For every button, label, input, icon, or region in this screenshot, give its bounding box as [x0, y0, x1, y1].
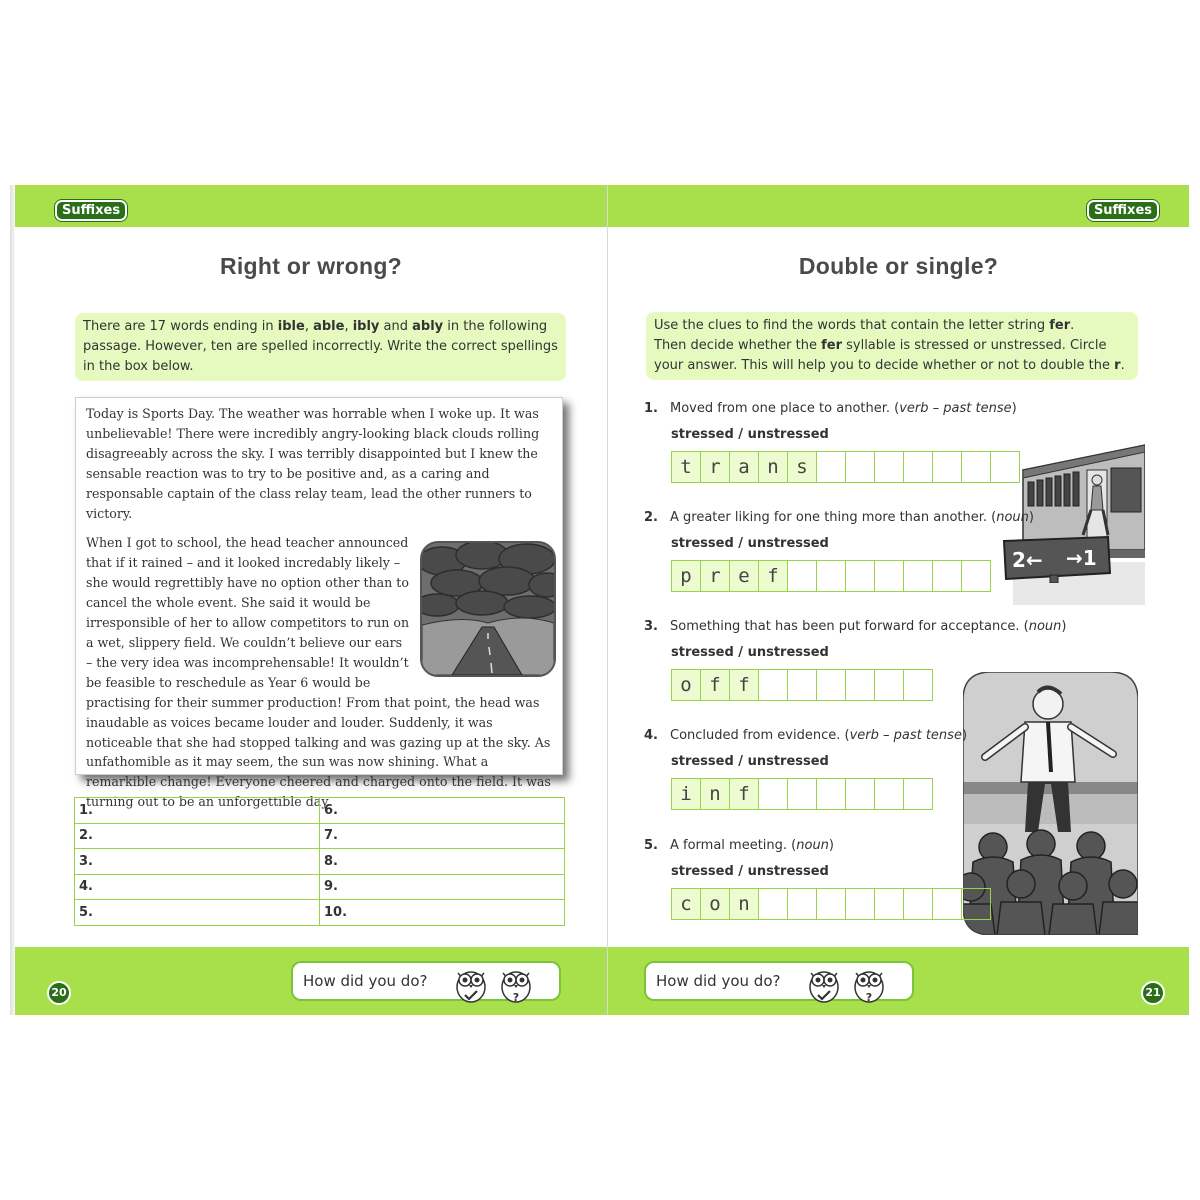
- letter-box[interactable]: [759, 889, 788, 919]
- sign-label-left: 2←: [1012, 548, 1043, 572]
- answer-table: [74, 797, 565, 926]
- letter-box[interactable]: [759, 779, 788, 809]
- page-number: 21: [1141, 981, 1165, 1005]
- letter-box: p: [672, 561, 701, 591]
- letter-box[interactable]: [817, 452, 846, 482]
- sign-label-right: →1: [1066, 546, 1097, 570]
- clue-close: ): [1011, 401, 1017, 416]
- question-clue: [644, 401, 1017, 416]
- clue-close: ): [1061, 619, 1067, 634]
- letter-box[interactable]: [817, 670, 846, 700]
- question-clue: [644, 619, 1066, 634]
- letter-box[interactable]: [846, 452, 875, 482]
- letter-box[interactable]: [962, 561, 991, 591]
- page-title: Double or single?: [798, 253, 999, 279]
- letter-box[interactable]: [904, 670, 933, 700]
- owl-tick-icon[interactable]: [806, 965, 842, 1003]
- letter-box[interactable]: [875, 561, 904, 591]
- letter-box: n: [701, 779, 730, 809]
- question-clue: [644, 838, 834, 853]
- suffix-able: able: [313, 319, 345, 334]
- letter-box[interactable]: [904, 779, 933, 809]
- table-row: [75, 900, 565, 926]
- answer-cell[interactable]: 6.: [320, 798, 565, 824]
- letter-box[interactable]: [759, 670, 788, 700]
- how-did-you-do-box: [291, 961, 561, 1001]
- letter-box[interactable]: [904, 889, 933, 919]
- owl-tick-icon[interactable]: [453, 965, 489, 1003]
- answer-cell[interactable]: 10.: [320, 900, 565, 926]
- instruction-text: There are 17 words ending in: [83, 319, 278, 334]
- storm-clouds-illustration: [420, 541, 556, 677]
- letter-box[interactable]: [788, 889, 817, 919]
- letter-box: f: [701, 670, 730, 700]
- instruction-text: in the following passage. However, ten are spelled incorrectly. Write the correct spellings in the box below.: [83, 319, 558, 374]
- letter-r: r: [1114, 358, 1121, 373]
- stressed-unstressed-choice[interactable]: stressed / unstressed: [671, 754, 829, 769]
- instruction-text: .: [1070, 318, 1075, 333]
- letter-boxes: [671, 669, 933, 701]
- letter-box[interactable]: [933, 452, 962, 482]
- letter-box[interactable]: [875, 889, 904, 919]
- left-page: [15, 185, 607, 1015]
- letter-box: n: [730, 889, 759, 919]
- letter-box: s: [788, 452, 817, 482]
- letter-box[interactable]: [817, 561, 846, 591]
- letter-box: r: [701, 561, 730, 591]
- letter-box[interactable]: [933, 889, 962, 919]
- table-row: [75, 849, 565, 875]
- letter-box[interactable]: [875, 670, 904, 700]
- clue-text: A formal meeting. (: [670, 838, 797, 853]
- direction-sign: [1000, 535, 1112, 583]
- clue-hint: noun: [796, 838, 829, 853]
- question-clue: [644, 510, 1034, 525]
- stressed-unstressed-choice[interactable]: stressed / unstressed: [671, 427, 829, 442]
- answer-cell[interactable]: 4.: [75, 874, 320, 900]
- suffix-ible: ible: [277, 319, 305, 334]
- answer-cell[interactable]: 2.: [75, 823, 320, 849]
- letter-box: i: [672, 779, 701, 809]
- letter-boxes: [671, 560, 991, 592]
- stressed-unstressed-choice[interactable]: stressed / unstressed: [671, 536, 829, 551]
- how-did-you-do-label: How did you do?: [656, 972, 781, 990]
- letter-box[interactable]: [788, 561, 817, 591]
- question-clue: [644, 728, 967, 743]
- section-tag: Suffixes: [1087, 200, 1159, 221]
- letter-box[interactable]: [846, 670, 875, 700]
- letter-box: o: [672, 670, 701, 700]
- clue-close: ): [1028, 510, 1034, 525]
- instruction-text: ,: [304, 319, 314, 334]
- letter-box[interactable]: [962, 889, 991, 919]
- suffix-ibly: ibly: [352, 319, 380, 334]
- letter-box[interactable]: [962, 452, 991, 482]
- table-row: [75, 823, 565, 849]
- svg-text:?: ?: [512, 991, 520, 1003]
- owl-question-icon[interactable]: [498, 965, 534, 1003]
- letter-box: r: [701, 452, 730, 482]
- instruction-text: and: [379, 319, 413, 334]
- letter-box[interactable]: [846, 561, 875, 591]
- clue-text: Moved from one place to another. (: [670, 401, 900, 416]
- how-did-you-do-box: [644, 961, 914, 1001]
- clue-hint: noun: [1028, 619, 1062, 634]
- answer-cell[interactable]: 1.: [75, 798, 320, 824]
- owl-question-icon[interactable]: [851, 965, 887, 1003]
- letter-box[interactable]: [933, 561, 962, 591]
- question-number: 3.: [644, 619, 658, 634]
- question-number: 1.: [644, 401, 658, 416]
- letter-box[interactable]: [788, 779, 817, 809]
- letter-boxes: [671, 888, 991, 920]
- page-title: Right or wrong?: [219, 253, 403, 279]
- letter-boxes: [671, 778, 933, 810]
- clue-close: ): [961, 728, 968, 743]
- letter-box: f: [759, 561, 788, 591]
- stressed-unstressed-choice[interactable]: stressed / unstressed: [671, 864, 829, 879]
- letter-box[interactable]: [875, 452, 904, 482]
- table-row: [75, 798, 565, 824]
- clue-hint: noun: [996, 510, 1029, 525]
- clue-close: ): [828, 838, 834, 853]
- table-row: [75, 874, 565, 900]
- svg-text:?: ?: [865, 991, 873, 1003]
- clue-text: A greater liking for one thing more than another. (: [670, 510, 997, 525]
- letter-box[interactable]: [817, 889, 846, 919]
- instruction-text: Then decide whether the: [654, 338, 822, 353]
- question-number: 4.: [644, 728, 658, 743]
- answer-cell[interactable]: 8.: [320, 849, 565, 875]
- instruction-text: your answer. This will help you to decide whether or not to double the: [654, 358, 1115, 373]
- passage-paragraph-1: Today is Sports Day. The weather was horrable when I woke up. It was unbelievable! There were incredibly angry-looking black clouds rolling disagreeably across the sky. I was terribly disappointed but I knew the sensable reaction was to try to be positive and, as a caring and responsable captain of the class relay team, lead the other runners to victory.: [86, 406, 540, 521]
- how-did-you-do-label: How did you do?: [303, 972, 428, 990]
- letter-box: a: [730, 452, 759, 482]
- letter-box[interactable]: [904, 561, 933, 591]
- answer-cell[interactable]: 5.: [75, 900, 320, 926]
- answer-cell[interactable]: 3.: [75, 849, 320, 875]
- letter-box[interactable]: [875, 779, 904, 809]
- letter-string-fer: fer: [1049, 318, 1071, 333]
- letter-box: f: [730, 779, 759, 809]
- letter-box: n: [759, 452, 788, 482]
- answer-cell[interactable]: 7.: [320, 823, 565, 849]
- suffix-ably: ably: [412, 319, 444, 334]
- answer-cell[interactable]: 9.: [320, 874, 565, 900]
- clue-hint: verb – past tense: [849, 728, 962, 743]
- instruction-text: .: [1120, 358, 1125, 373]
- letter-box: e: [730, 561, 759, 591]
- letter-box: o: [701, 889, 730, 919]
- instruction-text: Use the clues to find the words that contain the letter string: [654, 318, 1050, 333]
- letter-box[interactable]: [846, 889, 875, 919]
- letter-box[interactable]: [846, 779, 875, 809]
- clue-text: Something that has been put forward for acceptance. (: [670, 619, 1029, 634]
- instruction-box: [646, 312, 1138, 380]
- question-number: 5.: [644, 838, 658, 853]
- letter-boxes: [671, 451, 1020, 483]
- section-tag: Suffixes: [55, 200, 127, 221]
- letter-box[interactable]: [991, 452, 1020, 482]
- letter-box[interactable]: [904, 452, 933, 482]
- instruction-box: [75, 313, 566, 381]
- letter-box: t: [672, 452, 701, 482]
- clue-hint: verb – past tense: [899, 401, 1012, 416]
- clue-text: Concluded from evidence. (: [670, 728, 850, 743]
- letter-box[interactable]: [817, 779, 846, 809]
- letter-box: f: [730, 670, 759, 700]
- letter-string-fer: fer: [821, 338, 842, 353]
- right-page: [607, 185, 1189, 1015]
- passage-paragraph-2: When I got to school, the head teacher announced that if it rained – and it looked incredably likely – she would regrettibly have no option other than to cancel the whole event. She said it would be irresponsible of her to allow competitors to run on a wet, slippery field. We couldn’t believe our ears – the very idea was incomprehensable! It wouldn’t be feasible to reschedule as Year 6 would be practising for their summer production! From that point, the head was inaudable as voices became louder and louder. Suddenly, it was noticeable that she had stopped talking and was gazing up at the sky. As unfathomible as it may seem, the sun was now shining. What a remarkible change! Everyone cheered and charged onto the field. It was turning out to be an unforgettible day.: [86, 535, 551, 810]
- page-number: 20: [47, 981, 71, 1005]
- letter-box[interactable]: [788, 670, 817, 700]
- passage-box: [75, 397, 563, 810]
- stressed-unstressed-choice[interactable]: stressed / unstressed: [671, 645, 829, 660]
- instruction-text: syllable is stressed or unstressed. Circle: [841, 338, 1107, 353]
- question-number: 2.: [644, 510, 658, 525]
- letter-box: c: [672, 889, 701, 919]
- instruction-text: ,: [344, 319, 353, 334]
